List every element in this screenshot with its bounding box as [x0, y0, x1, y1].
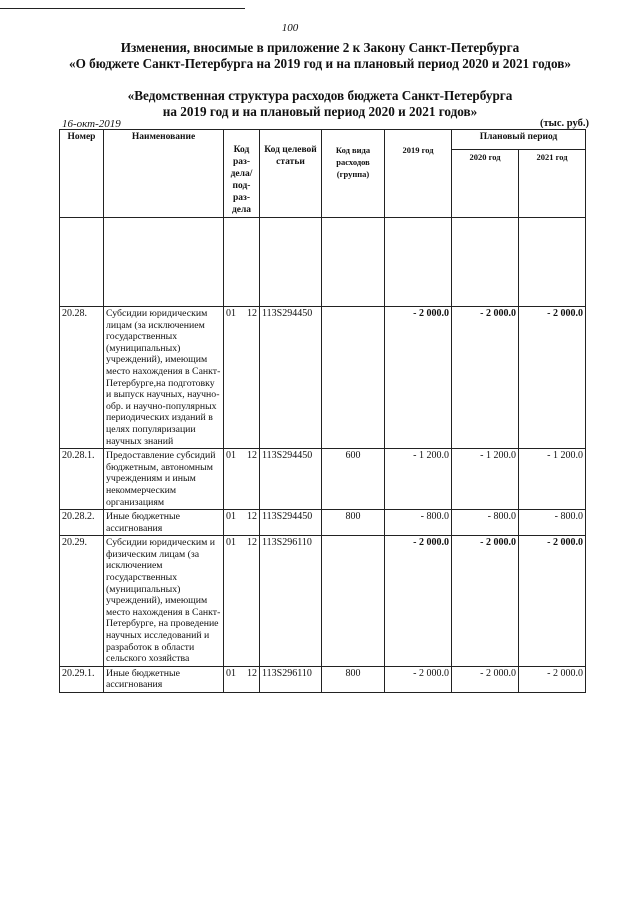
row-2020-amount: - 2 000.0 — [452, 536, 519, 667]
row-2019-amount: - 2 000.0 — [385, 666, 452, 692]
header-planned-period: Плановый период — [452, 130, 586, 150]
units-label: (тыс. руб.) — [540, 118, 589, 129]
row-2020-amount: - 1 200.0 — [452, 449, 519, 510]
subtitle-line-1: «Ведомственная структура расходов бюджета Санкт-Петербурга — [127, 88, 513, 103]
row-expense-group: 600 — [322, 449, 385, 510]
row-2020-amount: - 2 000.0 — [452, 307, 519, 449]
row-number: 20.28. — [60, 307, 104, 449]
header-section-code: Код раз-дела/ под-раз-дела — [224, 130, 260, 218]
row-number: 20.28.2. — [60, 510, 104, 536]
row-target-code: 113S294450 — [260, 307, 322, 449]
row-2021-amount: - 1 200.0 — [519, 449, 586, 510]
header-2021: 2021 год — [519, 150, 586, 218]
header-row-1 — [60, 130, 586, 150]
row-2019-amount: - 2 000.0 — [385, 536, 452, 667]
table-row — [60, 307, 586, 449]
row-2021-amount: - 800.0 — [519, 510, 586, 536]
row-expense-group: 800 — [322, 666, 385, 692]
header-name: Наименование — [104, 130, 224, 218]
row-name: Иные бюджетные ассигнования — [104, 510, 224, 536]
table-row — [60, 510, 586, 536]
row-name: Иные бюджетные ассигнования — [104, 666, 224, 692]
document-title — [0, 40, 640, 72]
row-number: 20.29. — [60, 536, 104, 667]
row-name: Субсидии юридическим лицам (за исключением государственных (муниципальных) учреждений), имеющим место нахождения в Санкт-Петербурге,на подготовку и выпуск научных, научно-обр. и научно-популярных периодических изданий в целях популяризации научных знаний — [104, 307, 224, 449]
header-spacer-row — [60, 218, 586, 307]
row-section-code: 01 12 — [224, 307, 260, 449]
title-line-1: Изменения, вносимые в приложение 2 к Закону Санкт-Петербурга — [120, 40, 520, 55]
row-2019-amount: - 2 000.0 — [385, 307, 452, 449]
page-number: 100 — [281, 22, 299, 34]
row-section-code: 01 12 — [224, 536, 260, 667]
row-expense-group — [322, 307, 385, 449]
header-number: Номер — [60, 130, 104, 218]
row-2021-amount: - 2 000.0 — [519, 307, 586, 449]
row-2020-amount: - 2 000.0 — [452, 666, 519, 692]
row-number: 20.28.1. — [60, 449, 104, 510]
row-target-code: 113S294450 — [260, 449, 322, 510]
row-section-code: 01 12 — [224, 666, 260, 692]
document-date: 16-окт-2019 — [62, 118, 121, 130]
expense-structure-table — [59, 129, 586, 693]
row-expense-group: 800 — [322, 510, 385, 536]
table-subtitle — [0, 88, 640, 120]
row-target-code: 113S294450 — [260, 510, 322, 536]
row-expense-group — [322, 536, 385, 667]
row-target-code: 113S296110 — [260, 536, 322, 667]
title-line-2: «О бюджете Санкт-Петербурга на 2019 год и на плановый период 2020 и 2021 годов» — [69, 56, 571, 71]
row-2019-amount: - 800.0 — [385, 510, 452, 536]
row-name: Предоставление субсидий бюджетным, автономным учреждениям и иным некоммерческим организациям — [104, 449, 224, 510]
row-section-code: 01 12 — [224, 510, 260, 536]
header-2020: 2020 год — [452, 150, 519, 218]
subtitle-line-2: на 2019 год и на плановый период 2020 и 2021 годов» — [162, 104, 478, 119]
row-name: Субсидии юридическим и физическим лицам (за исключением государственных (муниципальных) учреждений), имеющим место нахождения в Санкт-Петербурге, на проведение научных исследований и разработок в области сельского хозяйства — [104, 536, 224, 667]
table-row — [60, 536, 586, 667]
table-row — [60, 449, 586, 510]
header-target-code: Код целевой статьи — [260, 130, 322, 218]
row-number: 20.29.1. — [60, 666, 104, 692]
top-rule — [0, 8, 245, 9]
row-section-code: 01 12 — [224, 449, 260, 510]
row-2020-amount: - 800.0 — [452, 510, 519, 536]
row-2019-amount: - 1 200.0 — [385, 449, 452, 510]
row-2021-amount: - 2 000.0 — [519, 536, 586, 667]
header-expense-code: Код вида расходов (группа) — [322, 130, 385, 218]
table-row — [60, 666, 586, 692]
row-2021-amount: - 2 000.0 — [519, 666, 586, 692]
row-target-code: 113S296110 — [260, 666, 322, 692]
header-2019: 2019 год — [385, 130, 452, 218]
